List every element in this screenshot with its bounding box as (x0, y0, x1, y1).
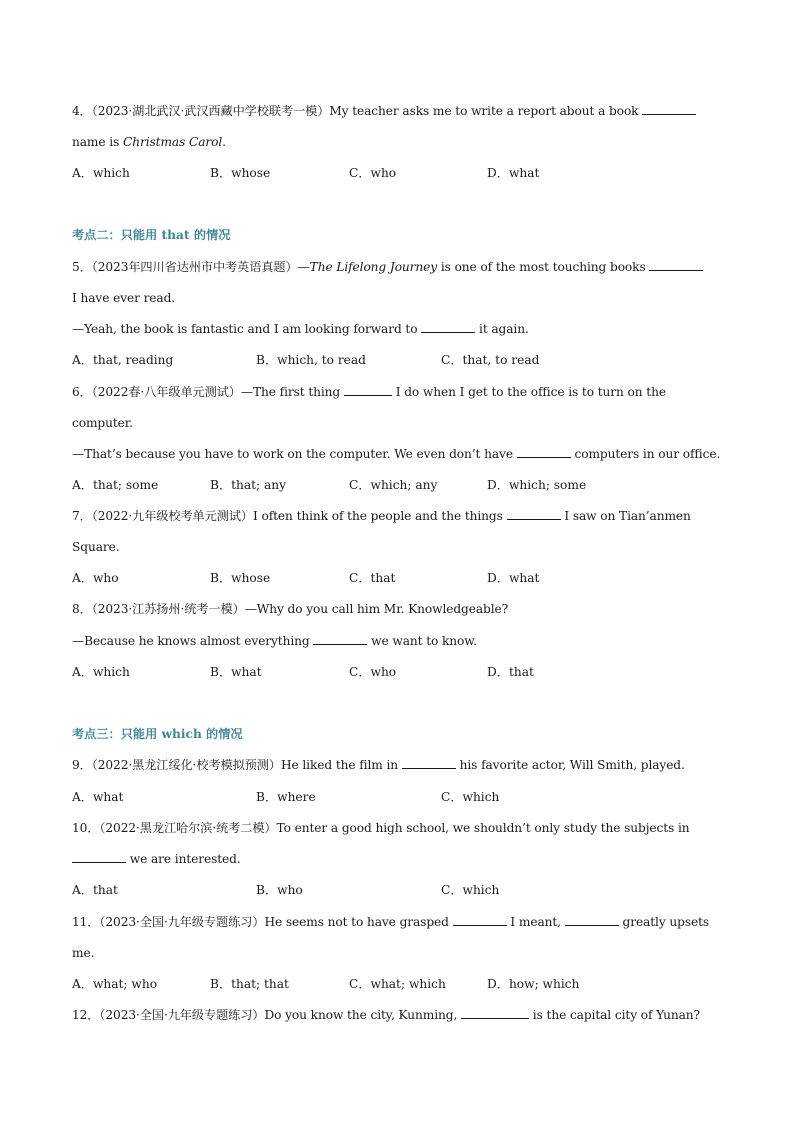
option-b[interactable]: B．which, to read (256, 353, 366, 367)
question-4-number: 4．（2023·湖北武汉·武汉西藏中学校联考一模） (72, 104, 330, 118)
answer-blank[interactable] (517, 446, 571, 458)
option-b[interactable]: B．where (256, 790, 316, 804)
answer-blank[interactable] (313, 633, 367, 645)
question-8-line-2 (72, 633, 732, 649)
question-8-line-1 (72, 601, 732, 617)
question-8-number: 8．（2023·江苏扬州·统考一模） (72, 602, 245, 616)
question-10-text: To enter a good high school, we shouldn’t only study the subjects in (276, 821, 690, 835)
option-b[interactable]: B．that; that (210, 977, 289, 991)
book-title: Christmas Carol (123, 135, 223, 149)
question-7-number: 7．（2022·九年级校考单元测试） (72, 509, 253, 523)
answer-blank[interactable] (344, 384, 392, 396)
option-b[interactable]: B．whose (210, 166, 271, 180)
question-5-text: it again. (479, 322, 529, 336)
question-7-line-2: Square. (72, 540, 120, 554)
question-9-options (72, 789, 732, 805)
option-d[interactable]: D．how; which (487, 977, 580, 991)
answer-blank[interactable] (461, 1007, 529, 1019)
question-9-text: his favorite actor, Will Smith, played. (459, 758, 685, 772)
question-4-text: My teacher asks me to write a report about a book (329, 104, 639, 118)
question-12-text: is the capital city of Yunan? (532, 1008, 700, 1022)
question-6-line-2: computer. (72, 416, 133, 430)
question-4-line-1 (72, 103, 732, 119)
option-a[interactable]: A．what (72, 790, 124, 804)
question-10-line-2 (72, 851, 732, 867)
question-7-text: I often think of the people and the things (253, 509, 503, 523)
question-6-line-3 (72, 446, 732, 462)
question-5-text: —Yeah, the book is fantastic and I am looking forward to (72, 322, 418, 336)
option-a[interactable]: A．which (72, 166, 130, 180)
question-11-text: He seems not to have grasped (264, 915, 449, 929)
question-5-line-2: I have ever read. (72, 291, 176, 305)
answer-blank[interactable] (642, 103, 696, 115)
question-6-text: —The first thing (240, 385, 341, 399)
question-9-text: He liked the film in (280, 758, 399, 772)
question-6-number: 6．（2022春·八年级单元测试） (72, 385, 241, 399)
answer-blank[interactable] (507, 508, 561, 520)
question-6-text: I do when I get to the office is to turn on the (395, 385, 666, 399)
option-c[interactable]: C．that (349, 571, 396, 585)
question-11-options (72, 976, 732, 992)
option-c[interactable]: C．what; which (349, 977, 446, 991)
option-d[interactable]: D．which; some (487, 478, 587, 492)
question-9-number: 9．（2022·黑龙江绥化·校考模拟预测） (72, 758, 281, 772)
option-a[interactable]: A．what; who (72, 977, 158, 991)
option-c[interactable]: C．which; any (349, 478, 438, 492)
answer-blank[interactable] (649, 259, 703, 271)
question-12-number: 12．（2023·全国·九年级专题练习） (72, 1008, 265, 1022)
section-heading-2: 考点二：只能用 that 的情况 (72, 228, 231, 242)
question-11-text: I meant, (510, 915, 561, 929)
answer-blank[interactable] (402, 757, 456, 769)
option-d[interactable]: D．what (487, 166, 540, 180)
option-b[interactable]: B．that; any (210, 478, 287, 492)
option-a[interactable]: A．that; some (72, 478, 159, 492)
question-5-number: 5．（2023年四川省达州市中考英语真题）— (72, 260, 310, 274)
option-b[interactable]: B．who (256, 883, 303, 897)
question-10-line-1 (72, 820, 732, 836)
option-a[interactable]: A．that, reading (72, 353, 174, 367)
punctuation: . (222, 135, 226, 149)
question-5-line-3 (72, 321, 732, 337)
option-d[interactable]: D．what (487, 571, 540, 585)
option-a[interactable]: A．who (72, 571, 119, 585)
question-11-line-2: me. (72, 946, 95, 960)
option-c[interactable]: C．who (349, 166, 397, 180)
question-5-line-1 (72, 259, 732, 275)
answer-blank[interactable] (72, 851, 126, 863)
question-4-options (72, 165, 732, 181)
question-7-text: I saw on Tian’anmen (564, 509, 691, 523)
question-11-text: greatly upsets (622, 915, 710, 929)
question-5-options (72, 352, 732, 368)
question-8-options (72, 664, 732, 680)
question-9-line-1 (72, 757, 732, 773)
question-7-line-1 (72, 508, 732, 524)
question-6-text: —That’s because you have to work on the computer. We even don’t have (72, 447, 513, 461)
question-10-options (72, 882, 732, 898)
option-a[interactable]: A．which (72, 665, 130, 679)
question-8-text: we want to know. (371, 634, 477, 648)
question-6-text: computers in our office. (574, 447, 721, 461)
answer-blank[interactable] (453, 914, 507, 926)
question-8-text: —Why do you call him Mr. Knowledgeable? (244, 602, 509, 616)
option-c[interactable]: C．that, to read (441, 353, 540, 367)
section-heading-3: 考点三：只能用 which 的情况 (72, 727, 243, 741)
question-10-text: we are interested. (129, 852, 241, 866)
question-5-text: is one of the most touching books (437, 260, 646, 274)
question-6-options (72, 477, 732, 493)
option-b[interactable]: B．what (210, 665, 262, 679)
option-c[interactable]: C．who (349, 665, 397, 679)
option-b[interactable]: B．whose (210, 571, 271, 585)
question-12-text: Do you know the city, Kunming, (264, 1008, 458, 1022)
option-d[interactable]: D．that (487, 665, 534, 679)
question-4-text: name is (72, 135, 123, 149)
question-12-line-1 (72, 1007, 732, 1023)
question-11-line-1 (72, 914, 732, 930)
answer-blank[interactable] (421, 321, 475, 333)
option-a[interactable]: A．that (72, 883, 118, 897)
question-7-options (72, 570, 732, 586)
question-10-number: 10．（2022·黑龙江哈尔滨·统考二模） (72, 821, 277, 835)
question-6-line-1 (72, 384, 732, 400)
option-c[interactable]: C．which (441, 790, 500, 804)
question-8-text: —Because he knows almost everything (72, 634, 310, 648)
option-c[interactable]: C．which (441, 883, 500, 897)
answer-blank[interactable] (565, 914, 619, 926)
book-title: The Lifelong Journey (309, 260, 438, 274)
question-4-line-2 (72, 134, 732, 150)
question-11-number: 11．（2023·全国·九年级专题练习） (72, 915, 265, 929)
